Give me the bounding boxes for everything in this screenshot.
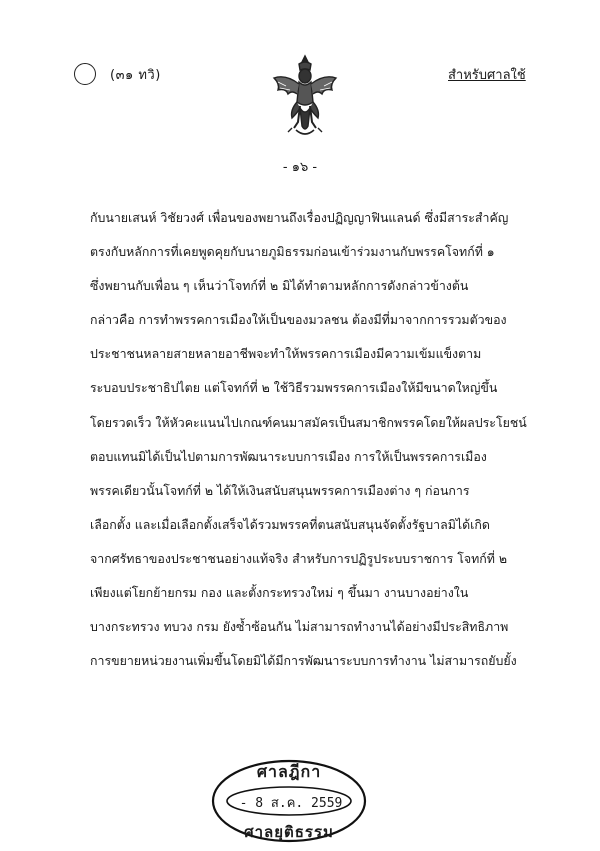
body-line: โดยรวดเร็ว ให้หัวคะแนนไปเกณฑ์คนมาสมัครเป็นสมาชิกพรรคโดยให้ผลประโยชน์: [90, 414, 527, 430]
stamp-top-text: ศาลฎีกา: [256, 762, 322, 781]
body-line: ซึ่งพยานกับเพื่อน ๆ เห็นว่าโจทก์ที่ ๒ มิได้ทำตามหลักการดังกล่าวข้างต้น: [90, 278, 469, 294]
body-line: เลือกตั้ง และเมื่อเลือกตั้งเสร็จได้รวมพรรคที่ตนสนับสนุนจัดตั้งรัฐบาลมิได้เกิด: [90, 516, 490, 532]
body-line: พรรคเดียวนั้นโจทก์ที่ ๒ ได้ให้เงินสนับสนุนพรรคการเมืองต่าง ๆ ก่อนการ: [90, 482, 470, 498]
body-line: เพียงแต่โยกย้ายกรม กอง และตั้งกระทรวงใหม่ ๆ ขึ้นมา งานบางอย่างใน: [90, 585, 469, 601]
body-line: ตรงกับหลักการที่เคยพูดคุยกับนายภูมิธรรมก่อนเข้าร่วมงานกับพรรคโจทก์ที่ ๑: [90, 244, 495, 260]
page-number: - ๑๖ -: [282, 160, 318, 175]
body-text: [90, 208, 530, 685]
body-line: ระบอบประชาธิปไตย แต่โจทก์ที่ ๒ ใช้วิธีรวมพรรคการเมืองให้มีขนาดใหญ่ขึ้น: [90, 380, 498, 396]
body-line: การขยายหน่วยงานเพิ่มขึ้นโดยมิได้มีการพัฒนาระบบการทำงาน ไม่สามารถยับยั้ง: [90, 653, 517, 669]
body-line: ตอบแทนมิได้เป็นไปตามการพัฒนาระบบการเมือง การให้เป็นพรรคการเมือง: [90, 448, 487, 464]
court-use-label: สำหรับศาลใช้: [448, 68, 526, 83]
body-line: กล่าวคือ การทำพรรคการเมืองให้เป็นของมวลชน ต้องมีที่มาจากการรวมตัวของ: [90, 312, 507, 328]
form-code: (๓๑ ทวิ): [110, 68, 161, 83]
body-line: ประชาชนหลายสายหลายอาชีพจะทำให้พรรคการเมืองมีความเข้มแข็งตาม: [90, 346, 482, 362]
form-circle-mark: [74, 63, 96, 85]
body-line: จากศรัทธาของประชาชนอย่างแท้จริง สำหรับการปฏิรูประบบราชการ โจทก์ที่ ๒: [90, 550, 508, 566]
garuda-emblem-icon: [270, 52, 340, 142]
body-line: กับนายเสนห์ วิชัยวงศ์ เพื่อนของพยานถึงเรื่องปฏิญญาฟินแลนด์ ซึ่งมีสาระสำคัญ: [90, 210, 509, 225]
stamp-date: - 8 ส.ค. 2559: [239, 796, 343, 811]
court-stamp: [210, 758, 368, 844]
stamp-bottom-text: ศาลยุติธรรม: [244, 823, 334, 841]
body-line: บางกระทรวง ทบวง กรม ยังซ้ำซ้อนกัน ไม่สามารถทำงานได้อย่างมีประสิทธิภาพ: [90, 619, 509, 635]
